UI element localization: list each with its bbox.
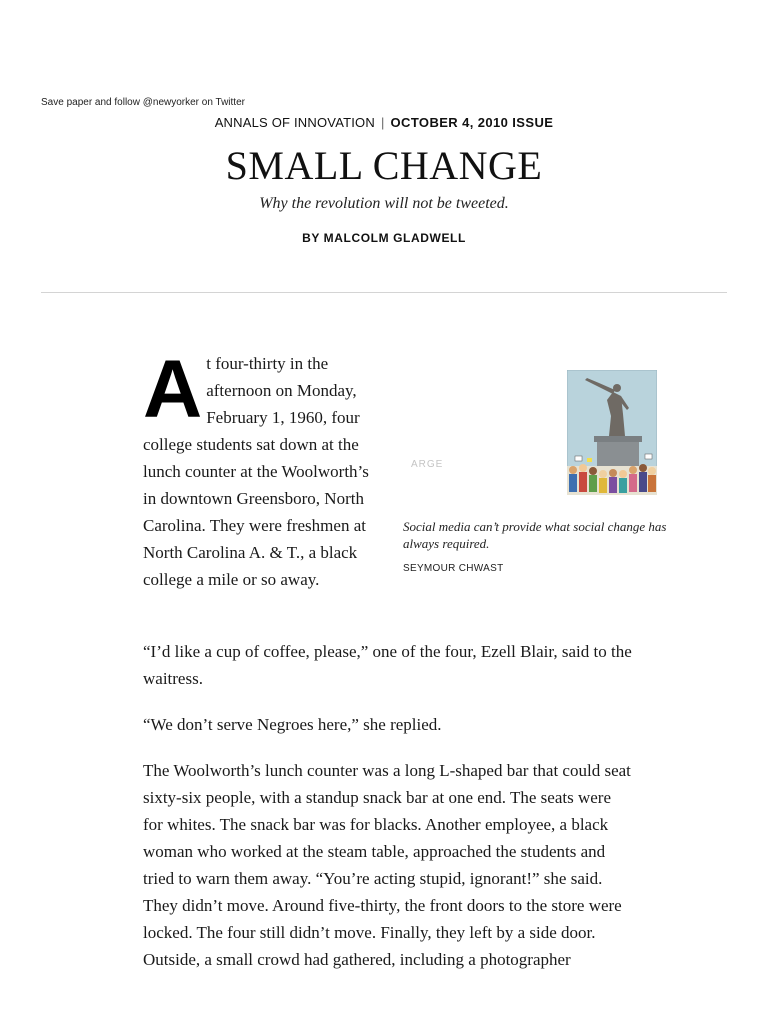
article-rubric xyxy=(0,115,768,130)
figure-credit: SEYMOUR CHWAST xyxy=(403,563,504,574)
twitter-promo-text[interactable]: Save paper and follow @newyorker on Twitter xyxy=(41,97,245,108)
article-figure xyxy=(403,368,673,583)
image-placeholder-text: ARGE xyxy=(411,459,444,470)
rubric-separator: | xyxy=(380,115,385,130)
body-paragraph-1: “I’d like a cup of coffee, please,” one of the four, Ezell Blair, said to the waitress. xyxy=(143,642,632,688)
article-body xyxy=(143,638,633,992)
section-link[interactable]: ANNALS OF INNOVATION xyxy=(214,115,375,130)
lead-paragraph xyxy=(143,344,378,593)
issue-link[interactable]: OCTOBER 4, 2010 ISSUE xyxy=(390,115,554,130)
body-paragraph-3: The Woolworth’s lunch counter was a long L-shaped bar that could seat sixty-six people, with a standup snack bar at one end. The seats were for whites. The snack bar was for blacks. Another employee, a black woman who worked at the steam table, approached the students and tried to warn them away. “You’re acting stupid, ignorant!” she said. They didn’t move. Around five-thirty, the front doors to the store were locked. The four still didn’t move. Finally, they left by a side door. Outside, a small crowd had gathered, including a photographer xyxy=(143,761,631,969)
statue-crowd-illustration[interactable] xyxy=(567,370,657,495)
body-paragraph-2: “We don’t serve Negroes here,” she replied. xyxy=(143,715,442,734)
article-dek: Why the revolution will not be tweeted. xyxy=(259,195,509,212)
byline[interactable]: BY MALCOLM GLADWELL xyxy=(302,231,466,245)
header-divider xyxy=(41,292,727,293)
drop-cap: A xyxy=(143,344,203,435)
figure-caption: Social media can’t provide what social change has always required. xyxy=(403,519,667,551)
lead-text: t four-thirty in the afternoon on Monday, February 1, 1960, four college students sat down at the lunch counter at the Woolworth’s in downtown Greensboro, North Carolina. They were freshmen at North Carolina A. & T., a black college a mile or so away. xyxy=(143,354,369,589)
article-title: SMALL CHANGE xyxy=(225,143,543,188)
